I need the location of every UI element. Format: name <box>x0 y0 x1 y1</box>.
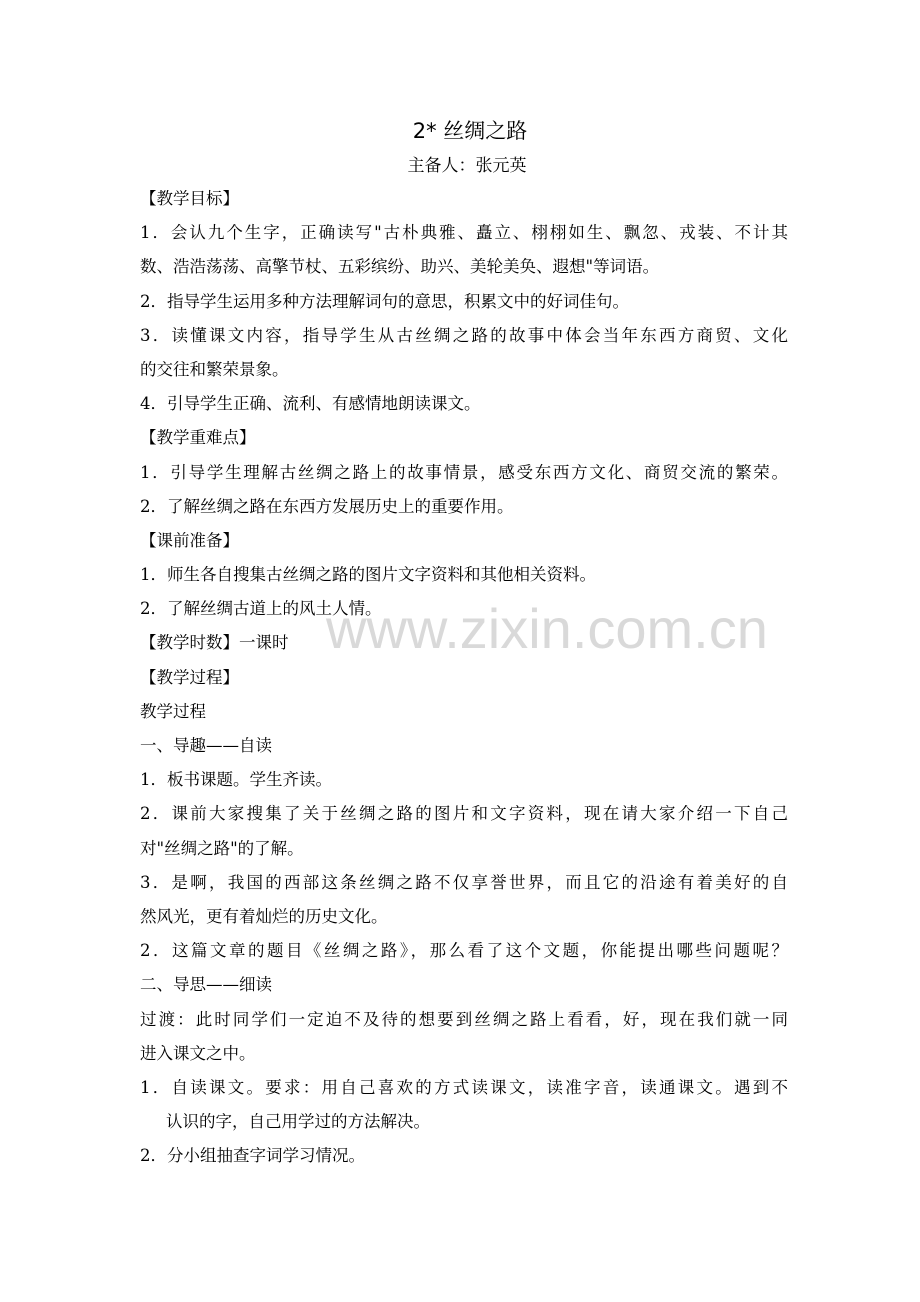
watermark: www.zixin.com.cn <box>326 597 768 660</box>
text-line: 2．分小组抽查字词学习情况。 <box>140 1146 365 1166</box>
text-line: 2．课前大家搜集了关于丝绸之路的图片和文字资料，现在请大家介绍一下自己 <box>140 804 788 824</box>
text-line: 【教学过程】 <box>140 667 239 687</box>
text-line: 1．自读课文。要求：用自己喜欢的方式读课文，读准字音，读通课文。遇到不 <box>140 1077 788 1097</box>
text-line: 教学过程 <box>140 701 206 721</box>
text-line: 3．读懂课文内容，指导学生从古丝绸之路的故事中体会当年东西方商贸、文化 <box>140 325 788 345</box>
text-line: 3．是啊，我国的西部这条丝绸之路不仅享誉世界，而且它的沿途有着美好的自 <box>140 872 788 892</box>
text-line: 【教学重难点】 <box>140 428 256 448</box>
text-line: 【课前准备】 <box>140 530 239 550</box>
text-line: 对"丝绸之路"的了解。 <box>140 838 304 858</box>
text-line: 进入课文之中。 <box>140 1043 256 1063</box>
document-body <box>140 182 788 1173</box>
text-line: 2．了解丝绸古道上的风土人情。 <box>140 599 382 619</box>
text-line: 2．指导学生运用多种方法理解词句的意思，积累文中的好词佳句。 <box>140 291 629 311</box>
text-line: 1．师生各自搜集古丝绸之路的图片文字资料和其他相关资料。 <box>140 565 596 585</box>
text-line: 然风光，更有着灿烂的历史文化。 <box>140 906 388 926</box>
text-line: 二、导思——细读 <box>140 975 272 995</box>
text-line: 一、导趣——自读 <box>140 736 272 755</box>
text-line: 【教学目标】 <box>140 189 239 208</box>
text-line: 1．会认九个生字，正确读写"古朴典雅、矗立、栩栩如生、飘忽、戎装、不计其 <box>140 223 788 243</box>
text-line: 2．这篇文章的题目《丝绸之路》，那么看了这个文题，你能提出哪些问题呢？ <box>140 941 788 961</box>
text-line: 【教学时数】一课时 <box>140 633 289 653</box>
text-line: 1．板书课题。学生齐读。 <box>140 770 332 790</box>
text-line: 认识的字，自己用学过的方法解决。 <box>166 1112 430 1132</box>
text-line: 的交往和繁荣景象。 <box>140 359 289 379</box>
text-line: 1．引导学生理解古丝绸之路上的故事情景，感受东西方文化、商贸交流的繁荣。 <box>140 462 788 482</box>
page-title: 2* 丝绸之路 <box>412 119 528 143</box>
text-line: 过渡：此时同学们一定迫不及待的想要到丝绸之路上看看，好，现在我们就一同 <box>140 1009 788 1029</box>
author-line: 主备人：张元英 <box>407 156 527 176</box>
text-line: 2．了解丝绸之路在东西方发展历史上的重要作用。 <box>140 496 514 516</box>
text-line: 4．引导学生正确、流利、有感情地朗读课文。 <box>140 394 481 414</box>
text-line: 数、浩浩荡荡、高擎节杖、五彩缤纷、助兴、美轮美奂、遐想"等词语。 <box>140 257 660 277</box>
